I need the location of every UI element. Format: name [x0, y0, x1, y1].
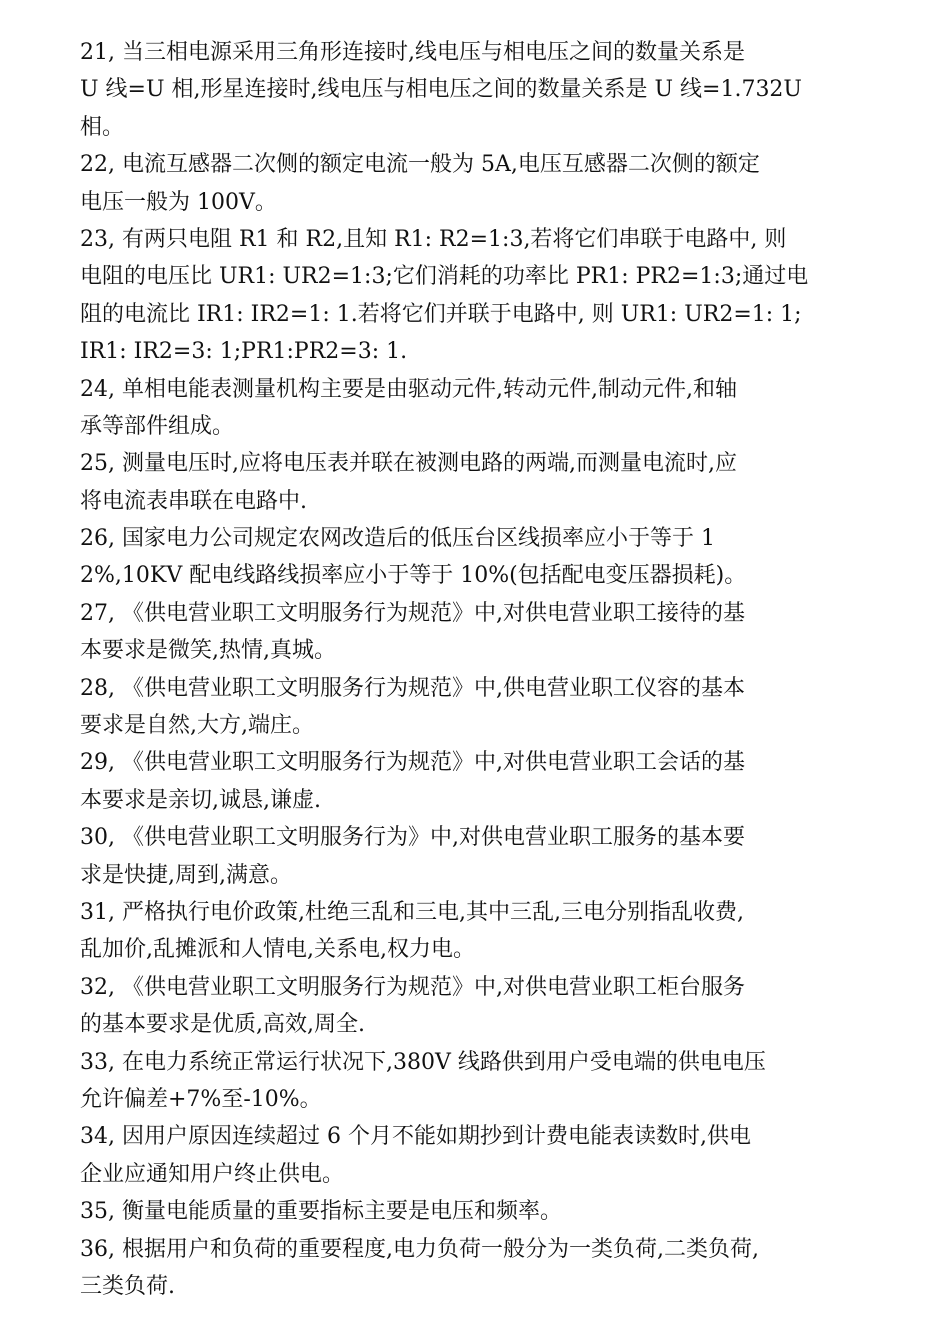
text-line: 电压一般为 100V。: [80, 189, 277, 215]
text-line: 23, 有两只电阻 R1 和 R2,且知 R1: R2=1:3,若将它们串联于电路中, 则: [80, 226, 787, 252]
text-line: 企业应通知用户终止供电。: [80, 1161, 345, 1187]
text-line: 阻的电流比 IR1: IR2=1: 1.若将它们并联于电路中, 则 UR1: UR2=1: 1;: [80, 301, 802, 327]
text-line: 本要求是亲切,诚恳,谦虚.: [80, 787, 321, 813]
text-line: 求是快捷,周到,满意。: [80, 862, 292, 888]
text-line: 33, 在电力系统正常运行状况下,380V 线路供到用户受电端的供电电压: [80, 1049, 766, 1075]
text-line: 电阻的电压比 UR1: UR2=1:3;它们消耗的功率比 PR1: PR2=1:3;通过电: [80, 264, 809, 290]
text-line: 26, 国家电力公司规定农网改造后的低压台区线损率应小于等于 1: [80, 526, 715, 552]
text-line: 21, 当三相电源采用三角形连接时,线电压与相电压之间的数量关系是: [80, 40, 745, 65]
text-line: 35, 衡量电能质量的重要指标主要是电压和频率。: [80, 1199, 562, 1225]
text-line: 将电流表串联在电路中.: [80, 488, 307, 514]
text-line: 30, 《供电营业职工文明服务行为》中,对供电营业职工服务的基本要: [80, 825, 745, 851]
text-line: 29, 《供电营业职工文明服务行为规范》中,对供电营业职工会话的基: [80, 750, 745, 776]
text-line: 2%,10KV 配电线路线损率应小于等于 10%(包括配电变压器损耗)。: [80, 563, 747, 589]
text-line: 25, 测量电压时,应将电压表并联在被测电路的两端,而测量电流时,应: [80, 451, 737, 477]
text-line: 相。: [80, 114, 125, 140]
text-line: 36, 根据用户和负荷的重要程度,电力负荷一般分为一类负荷,二类负荷,: [80, 1236, 759, 1262]
text-line: 22, 电流互感器二次侧的额定电流一般为 5A,电压互感器二次侧的额定: [80, 152, 760, 178]
text-line: 的基本要求是优质,高效,周全.: [80, 1012, 365, 1038]
text-line: 承等部件组成。: [80, 413, 235, 439]
text-line: 32, 《供电营业职工文明服务行为规范》中,对供电营业职工柜台服务: [80, 974, 745, 1000]
text-line: U 线=U 相,形星连接时,线电压与相电压之间的数量关系是 U 线=1.732U: [80, 77, 802, 103]
text-line: 24, 单相电能表测量机构主要是由驱动元件,转动元件,制动元件,和轴: [80, 376, 737, 402]
text-line: 允许偏差+7%至-10%。: [80, 1086, 322, 1112]
text-line: 31, 严格执行电价政策,杜绝三乱和三电,其中三乱,三电分别指乱收费,: [80, 899, 744, 925]
text-line: 34, 因用户原因连续超过 6 个月不能如期抄到计费电能表读数时,供电: [80, 1124, 751, 1150]
text-line: 三类负荷.: [80, 1273, 175, 1299]
text-line: 乱加价,乱摊派和人情电,关系电,权力电。: [80, 937, 475, 963]
text-line: 28, 《供电营业职工文明服务行为规范》中,供电营业职工仪容的基本: [80, 675, 745, 701]
text-line: 27, 《供电营业职工文明服务行为规范》中,对供电营业职工接待的基: [80, 600, 745, 626]
text-line: IR1: IR2=3: 1;PR1:PR2=3: 1.: [80, 339, 408, 365]
text-line: 本要求是微笑,热情,真城。: [80, 638, 336, 664]
text-line: 要求是自然,大方,端庄。: [80, 713, 314, 739]
